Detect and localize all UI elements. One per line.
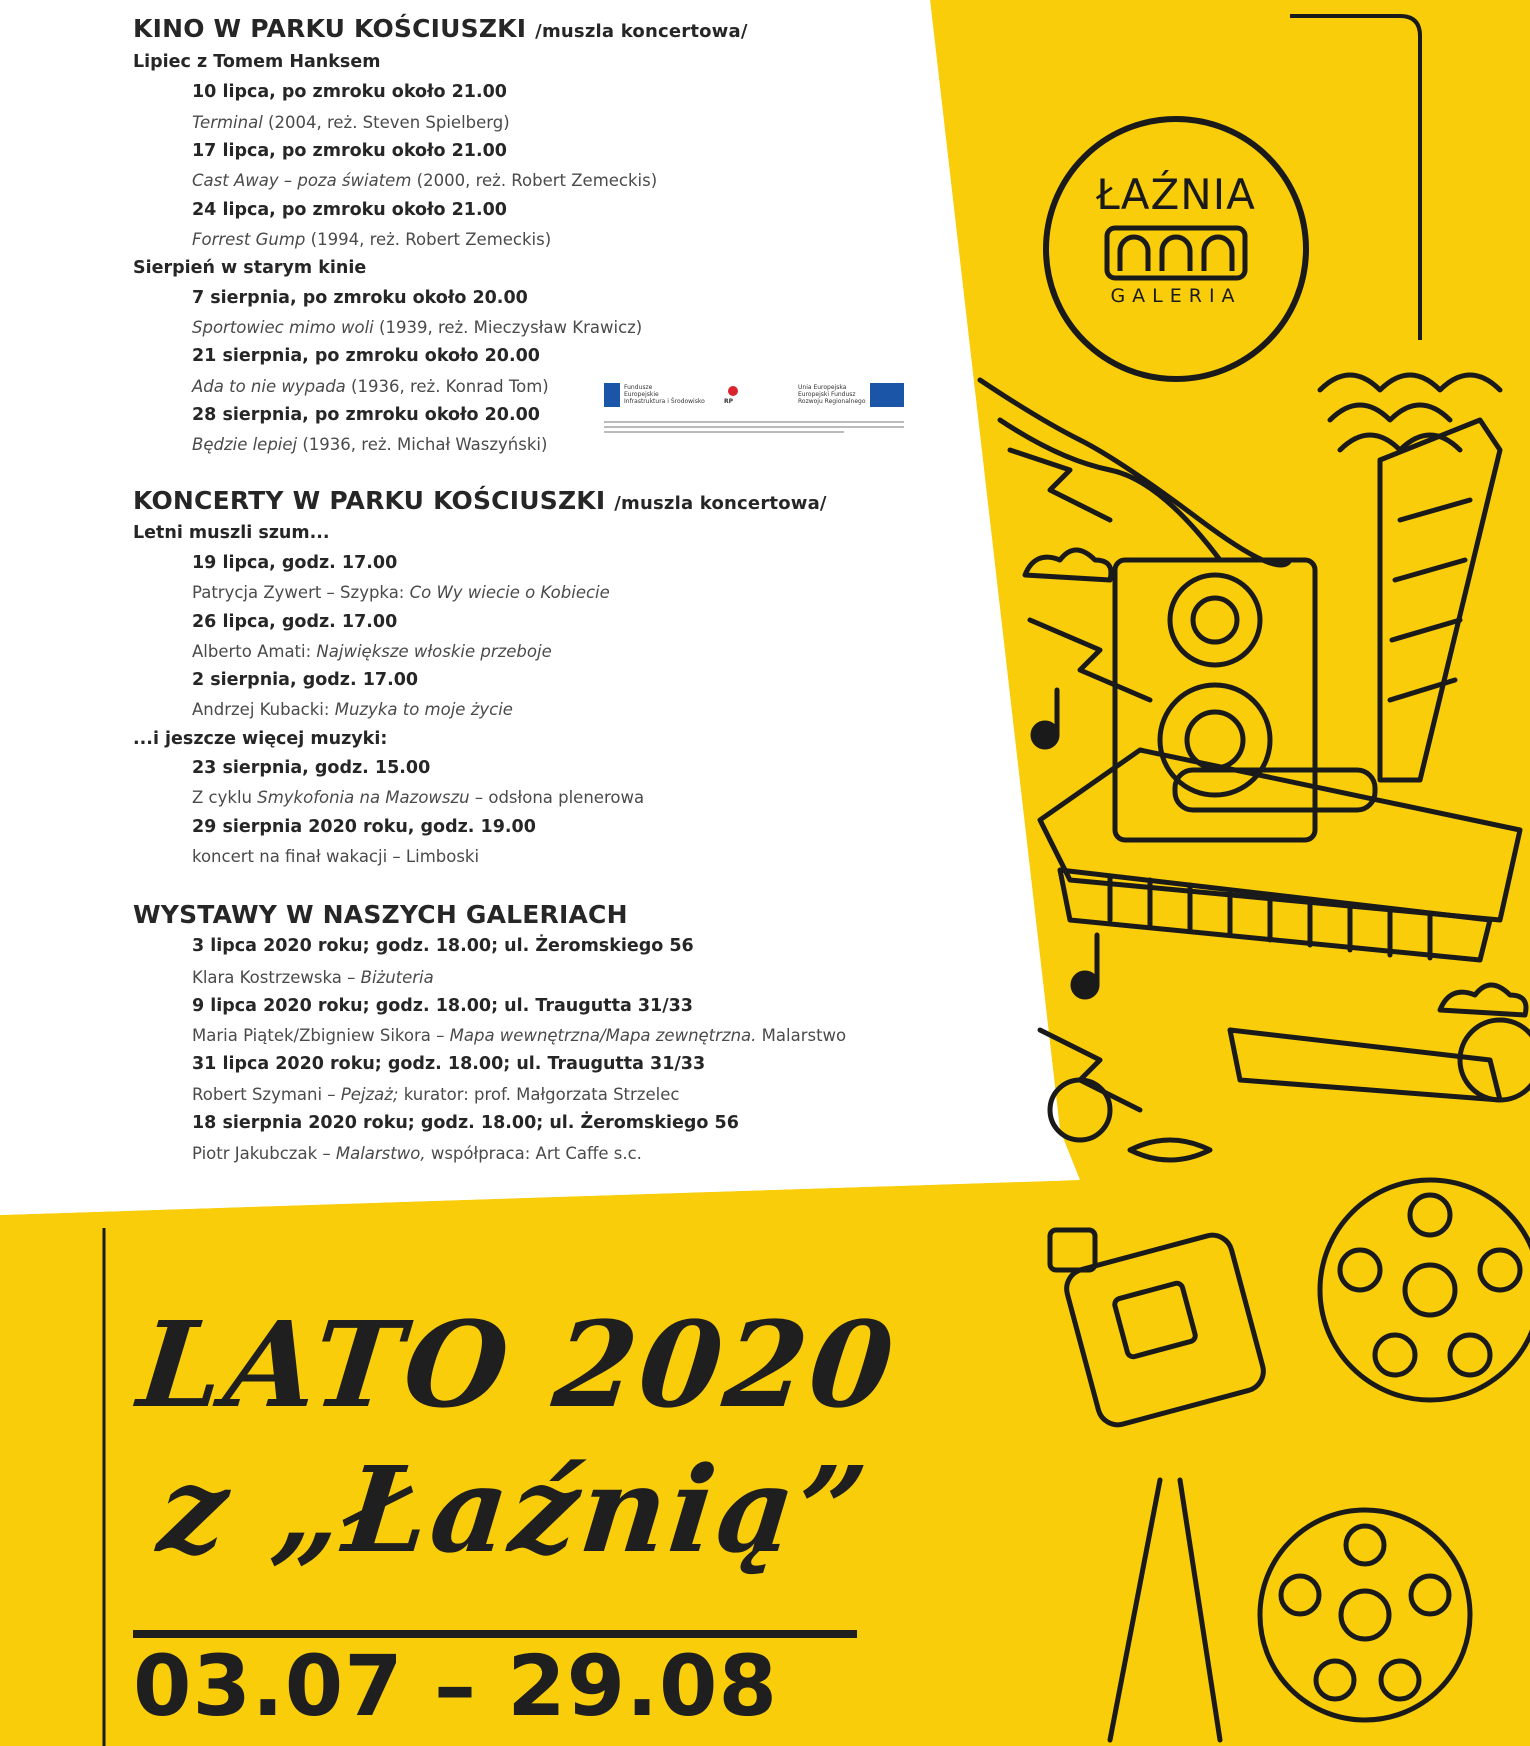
eu-flag-icon [870,383,904,407]
event-date: 17 lipca, po zmroku około 21.00 [192,141,507,161]
film-title: Terminal [192,113,263,132]
event-date: 31 lipca 2020 roku; godz. 18.00; ul. Traugutta 31/33 [192,1054,706,1074]
koncerty-subtitle: /muszla koncertowa/ [614,493,827,514]
event-description: Maria Piątek/Zbigniew Sikora – Mapa wewnętrzna/Mapa zewnętrzna. Malarstwo [192,1026,847,1045]
film-info: (1994, reż. Robert Zemeckis) [305,230,552,249]
event-date: 7 sierpnia, po zmroku około 20.00 [192,288,528,308]
film-info: (2000, reż. Robert Zemeckis) [411,171,658,190]
event-description [192,171,657,190]
kino-group-label: Sierpień w starym kinie [133,258,367,278]
event-description [192,318,642,337]
arches-icon [1104,225,1248,281]
film-info: (1936, reż. Konrad Tom) [345,377,549,396]
concert-title: Smykofonia na Mazowszu [257,788,470,807]
exhibition-title: Pejzaż; [340,1085,399,1104]
kino-subtitle: /muszla koncertowa/ [535,21,748,42]
koncerty-group-label: ...i jeszcze więcej muzyki: [133,729,388,749]
film-info: (1939, reż. Mieczysław Krawicz) [373,318,643,337]
logo-name: ŁAŹNIA [1096,170,1256,219]
event-description: Piotr Jakubczak – Malarstwo, współpraca: Art Caffe s.c. [192,1144,642,1163]
film-title: Będzie lepiej [192,435,298,454]
poster-dates: 03.07 – 29.08 [133,1637,778,1735]
event-date: 18 sierpnia 2020 roku; godz. 18.00; ul. Żeromskiego 56 [192,1113,739,1133]
concert-title: Co Wy wiecie o Kobiecie [409,583,610,602]
event-date: 2 sierpnia, godz. 17.00 [192,670,419,690]
event-date: 26 lipca, godz. 17.00 [192,612,398,632]
concert-title: Muzyka to moje życie [334,700,513,719]
koncerty-title: KONCERTY W PARKU KOŚCIUSZKI [133,486,606,515]
wystawy-section-title: WYSTAWY W NASZYCH GALERIACH [133,900,628,929]
event-date: 28 sierpnia, po zmroku około 20.00 [192,405,540,425]
event-date: 29 sierpnia 2020 roku, godz. 19.00 [192,817,536,837]
event-description: Robert Szymani – Pejzaż; kurator: prof. Małgorzata Strzelec [192,1085,680,1104]
event-description: Patrycja Zywert – Szypka: Co Wy wiecie o Kobiecie [192,583,610,602]
event-description [192,377,549,396]
event-description [192,113,510,132]
kino-title: KINO W PARKU KOŚCIUSZKI [133,14,527,43]
exhibition-title: Malarstwo, [335,1144,426,1163]
ue-label: Unia Europejska Europejski Fundusz Rozwoju Regionalnego [798,384,866,405]
kino-section-title [133,14,748,43]
film-title: Sportowiec mimo woli [192,318,374,337]
event-date: 24 lipca, po zmroku około 21.00 [192,200,507,220]
event-description [192,435,547,454]
event-date: 23 sierpnia, godz. 15.00 [192,758,431,778]
film-title: Ada to nie wypada [192,377,346,396]
event-description [192,230,551,249]
poster-title-line2: z „Łaźnią” [152,1440,876,1579]
rp-label: RP [724,398,734,405]
koncerty-section-title [133,486,827,515]
film-title: Forrest Gump [192,230,306,249]
eu-funding-logos [598,378,910,454]
event-date: 9 lipca 2020 roku; godz. 18.00; ul. Traugutta 31/33 [192,996,693,1016]
logo-subtitle: GALERIA [1110,285,1242,307]
event-date: 21 sierpnia, po zmroku około 20.00 [192,346,540,366]
fine-print [604,418,904,436]
film-info: (2004, reż. Steven Spielberg) [262,113,510,132]
exhibition-title: Mapa wewnętrzna/Mapa zewnętrzna. [449,1026,757,1045]
event-description: Alberto Amati: Największe włoskie przeboje [192,642,552,661]
film-title: Cast Away – poza światem [192,171,412,190]
film-info: (1936, reż. Michał Waszyński) [297,435,548,454]
koncerty-group-label: Letni muszli szum... [133,523,330,543]
eu-flag-icon [604,383,620,407]
fundusze-label: Fundusze Europejskie Infrastruktura i Środowisko [624,384,705,405]
exhibition-title: Biżuteria [360,968,434,987]
event-description: Z cyklu Smykofonia na Mazowszu – odsłona plenerowa [192,788,645,807]
laznia-logo [1043,116,1309,382]
event-date: 19 lipca, godz. 17.00 [192,553,398,573]
event-description: Andrzej Kubacki: Muzyka to moje życie [192,700,513,719]
poster-title-line1: LATO 2020 [132,1295,903,1434]
rp-flag-icon [728,386,738,396]
concert-title: Największe włoskie przeboje [316,642,552,661]
event-description: koncert na finał wakacji – Limboski [192,847,480,866]
event-date: 3 lipca 2020 roku; godz. 18.00; ul. Żeromskiego 56 [192,936,694,956]
event-date: 10 lipca, po zmroku około 21.00 [192,82,507,102]
event-description: Klara Kostrzewska – Biżuteria [192,968,434,987]
kino-group-label: Lipiec z Tomem Hanksem [133,52,381,72]
